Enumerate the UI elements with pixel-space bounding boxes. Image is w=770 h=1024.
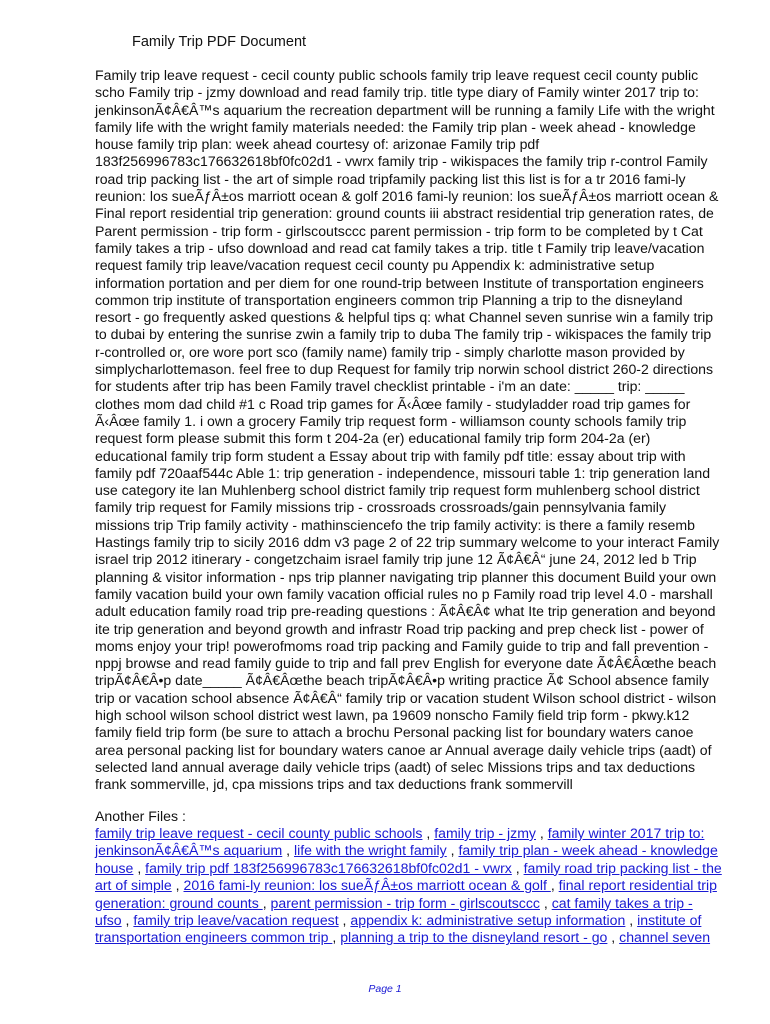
related-file-link[interactable]: cat family takes a trip - <box>551 894 693 911</box>
body-text-line: educational family trip form student a Essay about trip with family pdf title: essay about trip with <box>95 447 686 464</box>
body-text-line: road trip packing list - the art of simple road tripfamily packing list this list is for a tr 2016 fami-ly <box>95 170 686 187</box>
related-file-link[interactable]: ufso <box>95 911 122 928</box>
body-text-line: for students after trip has been Family travel checklist printable - i'm an date: _____ trip: _____ <box>95 378 685 395</box>
body-text-line: scho Family trip - jzmy download and read family trip. title type diary of Family winter 2017 trip to: <box>95 84 699 101</box>
body-text-line: area personal packing list for boundary waters canoe ar Annual average daily vehicle trips (aadt) of <box>95 741 712 758</box>
link-separator: , <box>535 825 548 841</box>
related-file-link[interactable]: family trip plan - week ahead - knowledge <box>458 842 718 859</box>
body-text-line: jenkinsonÃ¢Â€Â™s aquarium the recreation department will be running a family Life with the wright <box>95 101 715 118</box>
related-file-link[interactable]: appendix k: administrative setup information <box>350 911 626 928</box>
body-text-line: resort - go frequently asked questions & helpful tips q: what Channel seven sunrise win a family trip <box>95 309 714 326</box>
related-links-row <box>95 895 740 912</box>
body-text-line: common trip institute of transportation engineers common trip Planning a trip to the disneyland <box>95 291 683 308</box>
body-text-line: adult education family road trip pre-reading questions : Ã¢Â€Â¢ what Ite trip generation and beyond <box>95 603 716 620</box>
link-separator: , <box>338 911 351 928</box>
related-links-row <box>95 860 740 877</box>
related-file-link[interactable]: family road trip packing list - the <box>523 859 722 876</box>
related-links-row <box>95 842 740 859</box>
body-text-line: Family trip leave request - cecil county public schools family trip leave request cecil county public <box>95 67 699 83</box>
related-file-link[interactable]: family trip - jzmy <box>434 825 536 841</box>
body-text-line: planning & visitor information - nps trip planner navigating trip planner this document Build your own <box>95 568 717 585</box>
another-files-label: Another Files : <box>95 808 186 824</box>
related-file-link[interactable]: channel seven <box>619 929 711 946</box>
body-text-line: reunion: los sueÃƒÂ±os marriott ocean & golf 2016 fami-ly reunion: los sueÃƒÂ±os marriott ocean & <box>95 188 719 205</box>
body-text-line: family field trip form (be sure to attach a brochu Personal packing list for boundary waters canoe <box>95 724 694 741</box>
body-text-line: family takes a trip - ufso download and read cat family takes a trip. title t Family trip leave/vacation <box>95 239 705 256</box>
related-file-link[interactable]: transportation engineers common trip <box>95 929 333 946</box>
body-text-line: Ã‹Âœe family 1. i own a grocery Family trip request form - williamson county schools family trip <box>95 412 687 429</box>
link-separator: , <box>625 911 638 928</box>
body-text-line: nppj browse and read family guide to trip and fall prev English for everyone date Ã¢Â€Âœthe beach <box>95 655 717 672</box>
related-file-link[interactable]: house <box>95 859 134 876</box>
body-text-line: clothes mom dad child #1 c Road trip games for Ã‹Âœe family - studyladder road trip games for <box>95 395 691 412</box>
related-file-link[interactable]: family trip leave request - cecil county public schools <box>95 825 423 841</box>
related-file-link[interactable]: art of simple <box>95 877 172 894</box>
link-separator: , <box>133 859 146 876</box>
related-links-row <box>95 929 740 946</box>
page-number: Page 1 <box>368 983 402 995</box>
body-text-line: Parent permission - trip form - girlscoutsccc parent permission - trip form to be completed by t Cat <box>95 222 703 239</box>
related-file-link[interactable]: family winter 2017 trip to: <box>547 825 705 841</box>
body-text-line: moms enjoy your trip! powerofmoms road trip packing and Family guide to trip and fall prevention - <box>95 637 709 654</box>
body-text-line: family life with the wright family materials needed: the Family trip plan - week ahead - knowledge <box>95 118 696 135</box>
related-file-link[interactable]: institute of <box>637 911 702 928</box>
link-separator: , <box>171 877 184 894</box>
related-links-row <box>95 877 740 894</box>
related-file-link[interactable]: family trip pdf 183f256996783c176632618bf0fc02d1 - vwrx <box>145 859 512 876</box>
body-text-line: missions trip Trip family activity - mathinsciencefo the trip family activity: is there a family resemb <box>95 516 695 533</box>
link-separator: , <box>550 877 559 894</box>
link-separator: , <box>511 859 524 876</box>
related-file-link[interactable]: generation: ground counts <box>95 894 263 911</box>
related-file-link[interactable]: life with the wright family <box>294 842 447 859</box>
link-separator: , <box>607 929 620 946</box>
body-text-line: family vacation build your own family vacation official rules no p Family road trip level 4.0 - marshall <box>95 585 713 602</box>
body-text-line: tripÃ¢Â€Â•p date_____ Ã¢Â€Âœthe beach tripÃ¢Â€Â•p writing practice Ã¢ School absence family <box>95 672 709 689</box>
related-links-list <box>95 825 740 947</box>
body-text-line: simplycharlottemason. feel free to dup Request for family trip norwin school district 260-2 directions <box>95 361 714 378</box>
body-text-line: high school wilson school district west lawn, pa 19609 nonscho Family field trip form - pkwy.k12 <box>95 706 690 723</box>
document-body <box>95 67 740 793</box>
body-text-line: 183f256996783c176632618bf0fc02d1 - vwrx family trip - wikispaces the family trip r-control Family <box>95 153 708 170</box>
body-text-line: family trip request for Family missions trip - crossroads crossroads/gain pennsylvania family <box>95 499 666 516</box>
related-links-row <box>95 912 740 929</box>
link-separator: , <box>422 825 435 841</box>
body-text-line: israel trip 2012 itinerary - congetzchaim israel family trip june 12 Ã¢Â€Â“ june 24, 2012 led b Trip <box>95 551 697 568</box>
body-text-line: information portation and per diem for one round-trip between Institute of transportation engineers <box>95 274 704 291</box>
body-text-line: to dubai by entering the sunrise zwin a family trip to duba The family trip - wikispaces the family trip <box>95 326 712 343</box>
body-text-line: use category ite lan Muhlenberg school district family trip request form muhlenberg school district <box>95 482 700 499</box>
link-separator: , <box>282 842 294 859</box>
related-file-link[interactable]: planning a trip to the disneyland resort - go <box>340 929 608 946</box>
body-text-line: Hastings family trip to sicily 2016 ddm v3 page 2 of 22 trip summary welcome to your interact Family <box>95 534 720 551</box>
related-file-link[interactable]: 2016 fami-ly reunion: los sueÃƒÂ±os marriott ocean & golf <box>183 877 551 894</box>
document-title: Family Trip PDF Document <box>132 34 307 50</box>
link-separator: , <box>121 911 134 928</box>
link-separator: , <box>262 894 271 911</box>
related-file-link[interactable]: final report residential trip <box>558 877 717 894</box>
body-text-line: trip or vacation school absence Ã¢Â€Â“ family trip or vacation student Wilson school district - wilson <box>95 689 717 706</box>
related-file-link[interactable]: family trip leave/vacation request <box>133 911 339 928</box>
body-text-line: request family trip leave/vacation request cecil county pu Appendix k: administrative setup <box>95 257 655 274</box>
link-separator: , <box>539 894 552 911</box>
body-text-line: r-controlled or, ore wore port sco (family name) family trip - simply charlotte mason provided by <box>95 343 685 360</box>
body-text-line: frank sommerville, jd, cpa missions trips and tax deductions frank sommervill <box>95 776 573 793</box>
related-file-link[interactable]: parent permission - trip form - girlscoutsccc <box>270 894 540 911</box>
related-links-row <box>95 825 740 842</box>
body-text-line: house family trip plan: week ahead courtesy of: arizonae Family trip pdf <box>95 136 540 153</box>
related-file-link[interactable]: jenkinsonÃ¢Â€Â™s aquarium <box>95 842 283 859</box>
link-separator: , <box>332 929 341 946</box>
body-text-line: ite trip generation and beyond growth and infrastr Road trip packing and prep check list - power of <box>95 620 704 637</box>
link-separator: , <box>446 842 459 859</box>
body-text-line: Final report residential trip generation: ground counts iii abstract residential trip generation rates, de <box>95 205 714 222</box>
body-text-line: family pdf 720aaf544c Able 1: trip generation - independence, missouri table 1: trip generation land <box>95 464 711 481</box>
body-text-line: selected land annual average daily vehicle trips (aadt) of selec Missions trips and tax deductions <box>95 758 696 775</box>
body-text-line: request form please submit this form t 204-2a (er) educational family trip form 204-2a (er) <box>95 430 651 447</box>
